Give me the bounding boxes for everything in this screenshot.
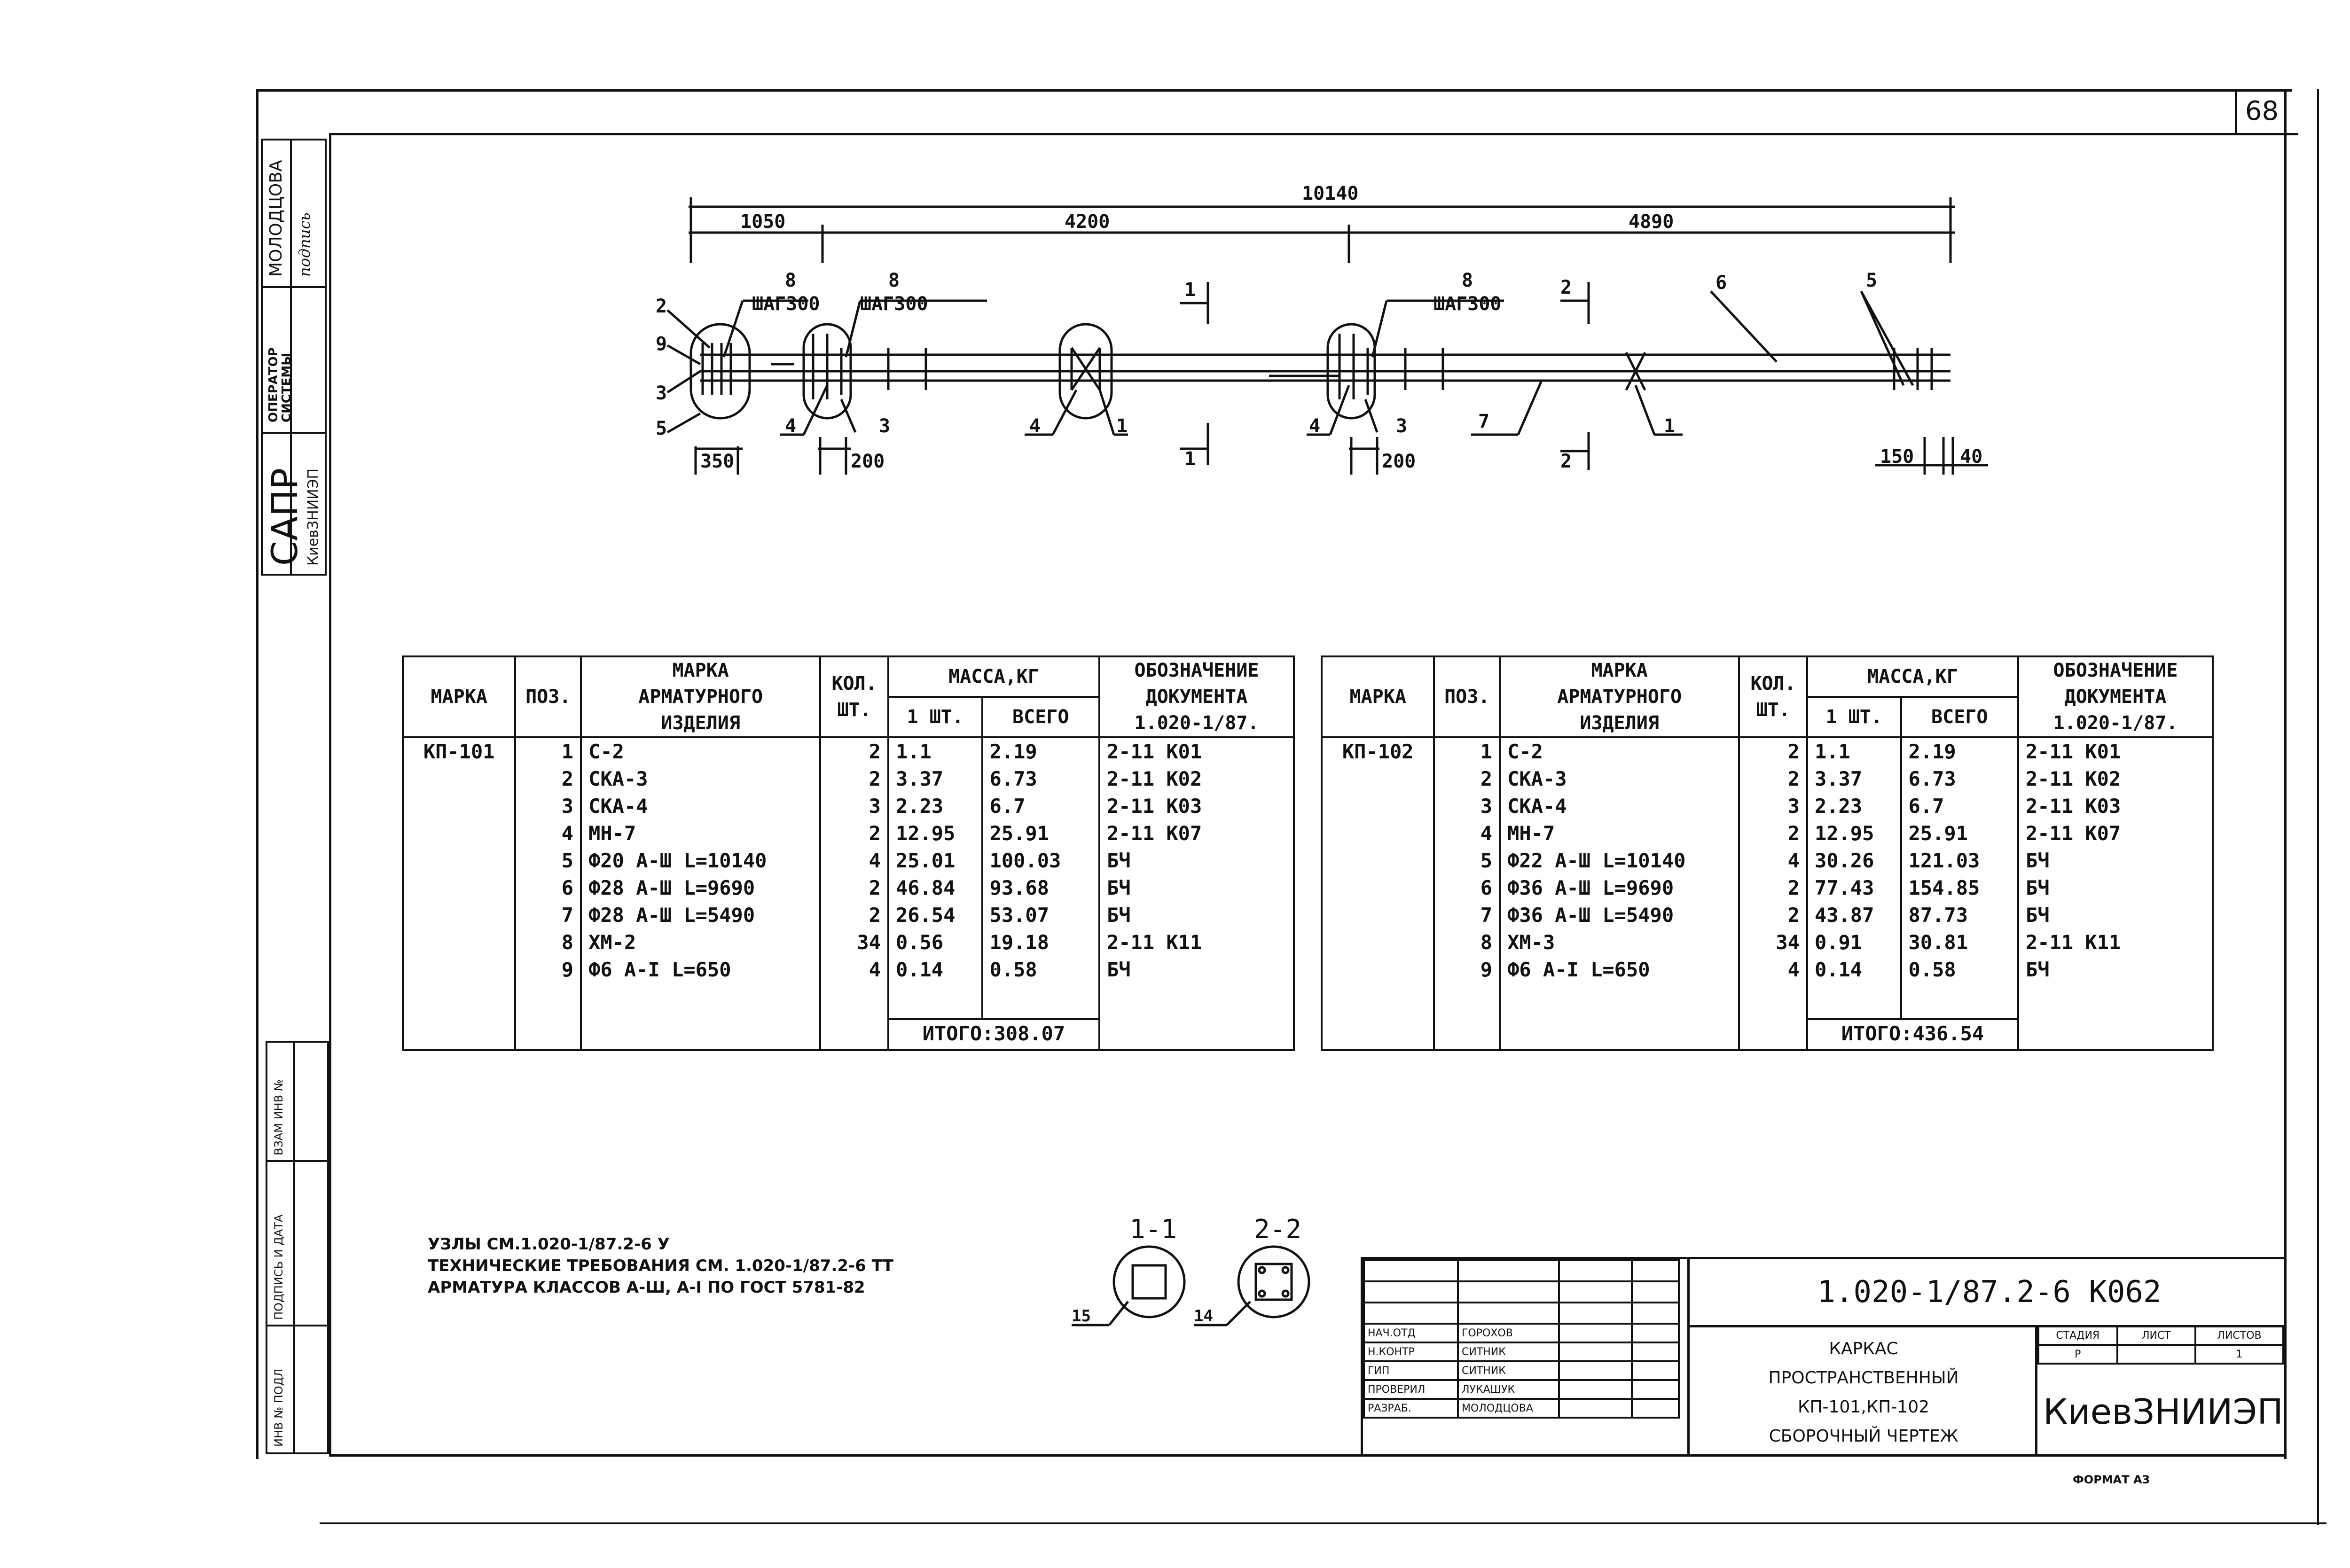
role-4: ПРОВЕРИЛ: [1364, 1380, 1458, 1399]
sheet-value: [2117, 1345, 2195, 1364]
dim-350: 350: [700, 451, 735, 472]
step1-num: 8: [785, 270, 797, 291]
stamp-org: КиевЗНИИЭП: [305, 468, 321, 566]
th-mass: МАССА,КГ: [1807, 656, 2018, 697]
pos-3b: 3: [879, 415, 891, 437]
th-mark: МАРКА: [1322, 656, 1434, 737]
col-mass-one: 1.1 3.37 2.23 12.95 30.26 77.43 43.87 0.91 0.14: [1807, 737, 1901, 1019]
th-doc: ОБОЗНАЧЕНИЕ ДОКУМЕНТА 1.020-1/87.: [1099, 656, 1294, 737]
th-item: МАРКА АРМАТУРНОГО ИЗДЕЛИЯ: [581, 656, 820, 737]
pos-4a: 4: [785, 415, 797, 437]
section-2-title: 2-2: [1254, 1214, 1302, 1245]
pos-2: 2: [656, 296, 667, 317]
assembly-drawing: [0, 0, 2350, 517]
th-pos: ПОЗ.: [515, 656, 581, 737]
th-qty: КОЛ. ШТ.: [1739, 656, 1807, 737]
role-1: НАЧ.ОТД: [1364, 1324, 1458, 1342]
col-pos: 1 2 3 4 5 6 7 8 9: [515, 737, 581, 1050]
col-pos: 1 2 3 4 5 6 7 8 9: [1434, 737, 1500, 1050]
th-mass-total: ВСЕГО: [982, 697, 1099, 737]
dim-1050: 1050: [740, 211, 786, 233]
role-2: Н.КОНТР: [1364, 1342, 1458, 1361]
sheets-label: ЛИСТОВ: [2195, 1326, 2283, 1345]
pos-3a: 3: [656, 382, 667, 404]
th-mark: МАРКА: [403, 656, 515, 737]
cut-1-top: 1: [1184, 279, 1196, 301]
col-doc: 2-11 К01 2-11 К02 2-11 К03 2-11 К07 БЧ БЧ БЧ 2-11 К11 БЧ: [2018, 737, 2213, 1050]
step2-num: 8: [888, 270, 900, 291]
document-code: 1.020-1/87.2-6 К062: [1817, 1275, 2162, 1310]
cell-mark: КП-102: [1322, 737, 1434, 1050]
pos-4b: 4: [1029, 415, 1041, 437]
sheet-number: 68: [2245, 96, 2279, 126]
col-doc: 2-11 К01 2-11 К02 2-11 К03 2-11 К07 БЧ БЧ БЧ 2-11 К11 БЧ: [1099, 737, 1294, 1050]
cell-total: ИТОГО:308.07: [888, 1019, 1099, 1050]
pos-9: 9: [656, 333, 667, 355]
col-items: С-2 СКА-3 СКА-4 МН-7 Ф22 А-Ш L=10140 Ф36 А-Ш L=9690 Ф36 А-Ш L=5490 ХМ-3 Ф6 А-I L=650: [1500, 737, 1739, 1050]
org-name: КиевЗНИИЭП: [2043, 1392, 2283, 1432]
th-pos: ПОЗ.: [1434, 656, 1500, 737]
step3-num: 8: [1462, 270, 1473, 291]
name-1: ГОРОХОВ: [1458, 1324, 1559, 1342]
dim-150: 150: [1880, 446, 1914, 468]
col-qty: 2 2 3 2 4 2 2 34 4: [1739, 737, 1807, 1050]
th-mass-one: 1 ШТ.: [1807, 697, 1901, 737]
dim-4890: 4890: [1629, 211, 1674, 233]
notes: [428, 1233, 893, 1298]
note-1: УЗЛЫ СМ.1.020-1/87.2-6 У: [428, 1235, 670, 1254]
section-1-title: 1-1: [1129, 1214, 1177, 1245]
stage-label: СТАДИЯ: [2038, 1326, 2117, 1345]
col-qty: 2 2 3 2 4 2 2 34 4: [820, 737, 888, 1050]
side-columns: [266, 1041, 329, 1454]
dim-40: 40: [1960, 446, 1983, 468]
dim-200b: 200: [1382, 451, 1416, 472]
dim-4200: 4200: [1065, 211, 1110, 233]
stamp-operator: ОПЕРАТОР: [266, 347, 281, 422]
spec-table-kp102: [1321, 655, 2214, 1051]
title-block-grid: [1363, 1259, 1680, 1419]
step3-label: ШАГ300: [1434, 293, 1502, 315]
stage-value: Р: [2038, 1345, 2117, 1364]
name-2: СИТНИК: [1458, 1342, 1559, 1361]
col-mass-total: 2.19 6.73 6.7 25.91 100.03 93.68 53.07 19.18 0.58: [982, 737, 1099, 1019]
pos-5b: 5: [1866, 270, 1878, 291]
sheets-value: 1: [2195, 1345, 2283, 1364]
pos-5a: 5: [656, 418, 667, 439]
step1-label: ШАГ300: [752, 293, 820, 315]
stamp-name: МОЛОДЦОВА: [266, 160, 286, 277]
spec-table-kp101: [402, 655, 1295, 1051]
outer-bottom-line: [320, 1522, 2326, 1524]
th-mass-one: 1 ШТ.: [888, 697, 982, 737]
section-2-pos: 14: [1194, 1307, 1213, 1326]
side-col-2: ПОДПИСЬ И ДАТА: [272, 1214, 285, 1320]
dim-total: 10140: [1302, 183, 1359, 204]
format-label: ФОРМАТ А3: [2073, 1473, 2150, 1486]
stamp-system: СИСТЕМЫ: [280, 352, 294, 422]
pos-4c: 4: [1309, 415, 1321, 437]
th-item: МАРКА АРМАТУРНОГО ИЗДЕЛИЯ: [1500, 656, 1739, 737]
side-col-1: ВЗАМ ИНВ №: [272, 1079, 285, 1155]
title-block: [1361, 1257, 2287, 1457]
stage-grid: [2037, 1325, 2284, 1365]
th-mass-total: ВСЕГО: [1901, 697, 2018, 737]
pos-3c: 3: [1396, 415, 1408, 437]
col-items: С-2 СКА-3 СКА-4 МН-7 Ф20 А-Ш L=10140 Ф28 А-Ш L=9690 Ф28 А-Ш L=5490 ХМ-2 Ф6 А-I L=650: [581, 737, 820, 1050]
col-mass-total: 2.19 6.73 6.7 25.91 121.03 154.85 87.73 30.81 0.58: [1901, 737, 2018, 1019]
note-3: АРМАТУРА КЛАССОВ А-Ш, А-I ПО ГОСТ 5781-82: [428, 1278, 865, 1297]
pos-1b: 1: [1664, 415, 1676, 437]
pos-1a: 1: [1116, 415, 1128, 437]
document-title: КАРКАС ПРОСТРАНСТВЕННЫЙ КП-101,КП-102 СБОРОЧНЫЙ ЧЕРТЕЖ: [1768, 1339, 1959, 1446]
th-doc: ОБОЗНАЧЕНИЕ ДОКУМЕНТА 1.020-1/87.: [2018, 656, 2213, 737]
cell-total: ИТОГО:436.54: [1807, 1019, 2018, 1050]
cut-1-bottom: 1: [1184, 448, 1196, 470]
section-1-pos: 15: [1072, 1307, 1091, 1326]
sheet-label: ЛИСТ: [2117, 1326, 2195, 1345]
pos-6: 6: [1716, 272, 1727, 294]
role-5: РАЗРАБ.: [1364, 1399, 1458, 1418]
stamp-sapr: САПР: [264, 468, 306, 566]
stamp-signature: подпись: [296, 212, 313, 277]
col-mass-one: 1.1 3.37 2.23 12.95 25.01 46.84 26.54 0.56 0.14: [888, 737, 982, 1019]
note-2: ТЕХНИЧЕСКИЕ ТРЕБОВАНИЯ СМ. 1.020-1/87.2-6 ТТ: [428, 1256, 893, 1275]
name-5: МОЛОДЦОВА: [1458, 1399, 1559, 1418]
name-3: СИТНИК: [1458, 1361, 1559, 1380]
th-qty: КОЛ. ШТ.: [820, 656, 888, 737]
sections: [1053, 1203, 1344, 1344]
dim-200a: 200: [851, 451, 885, 472]
cut-2-top: 2: [1560, 277, 1572, 298]
cell-mark: КП-101: [403, 737, 515, 1050]
th-mass: МАССА,КГ: [888, 656, 1099, 697]
pos-7: 7: [1478, 411, 1490, 432]
role-3: ГИП: [1364, 1361, 1458, 1380]
side-col-3: ИНВ № ПОДЛ: [272, 1368, 285, 1447]
cut-2-bottom: 2: [1560, 451, 1572, 472]
step2-label: ШАГ300: [860, 293, 928, 315]
name-4: ЛУКАШУК: [1458, 1380, 1559, 1399]
